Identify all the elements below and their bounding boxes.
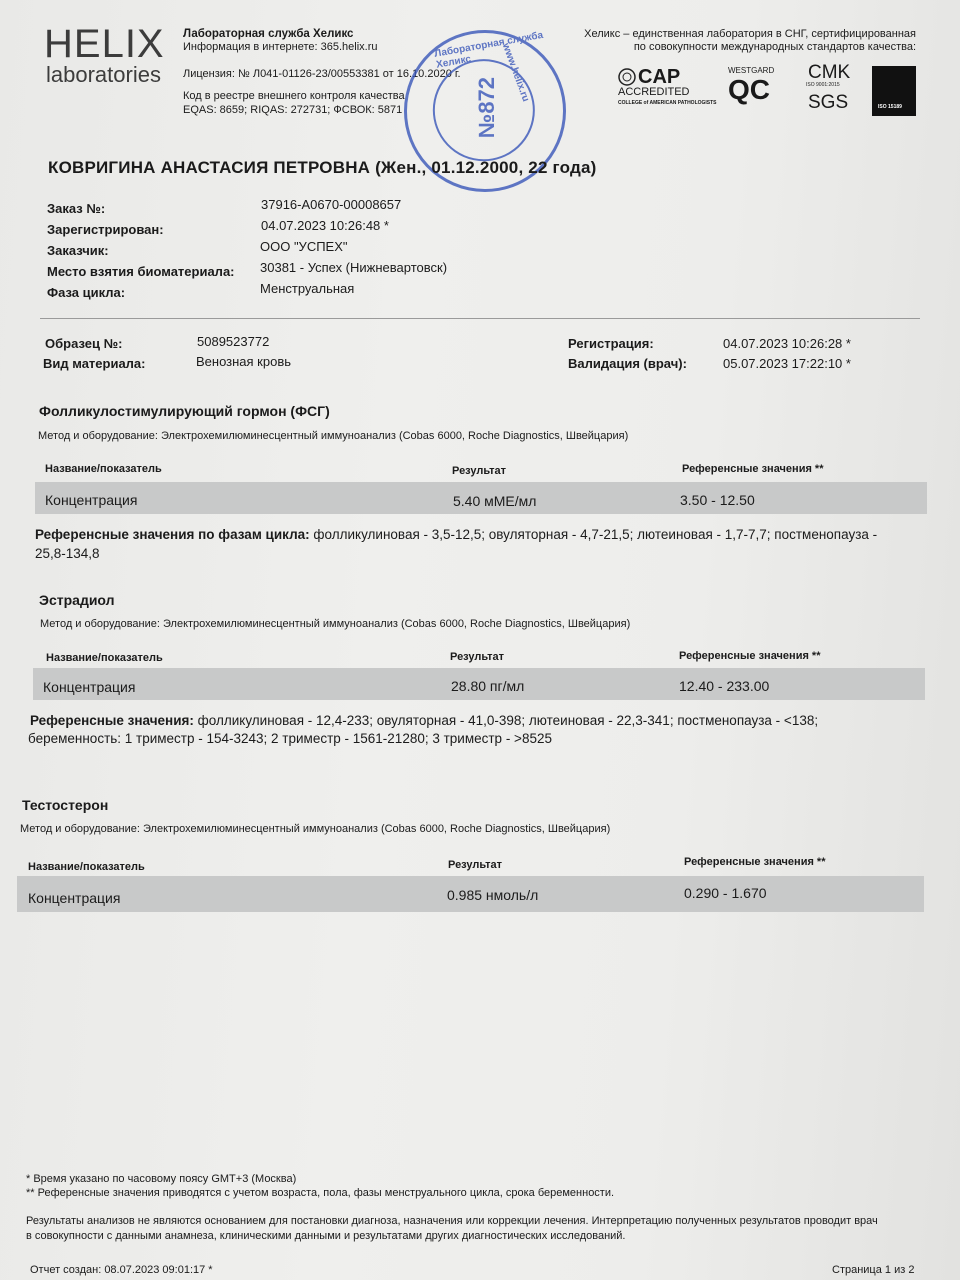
- fsh-col-name: Название/показатель: [45, 463, 162, 475]
- testosterone-param: Концентрация: [28, 890, 121, 906]
- testosterone-col-ref: Референсные значения **: [684, 856, 826, 868]
- location-value: 30381 - Успех (Нижневартовск): [260, 260, 448, 275]
- stamp-number: №872: [474, 76, 500, 139]
- order-value: 37916-A0670-00008657: [261, 197, 402, 212]
- iso9001-text: ISO 9001:2015: [806, 82, 840, 88]
- estradiol-refnote-label: Референсные значения:: [30, 713, 194, 728]
- stamp-text-top: Лабораторная служба Хеликс: [433, 29, 544, 71]
- fsh-ref: 3.50 - 12.50: [680, 492, 755, 508]
- sample-value: 5089523772: [197, 334, 270, 349]
- validation-label: Валидация (врач):: [568, 356, 687, 371]
- westgard-text: WESTGARD: [728, 66, 775, 75]
- fsh-refnote-line2: 25,8-134,8: [35, 546, 100, 561]
- iso15189-badge: [872, 66, 916, 116]
- page-number: Страница 1 из 2: [832, 1264, 915, 1276]
- lab-name: Лабораторная служба Хеликс: [183, 28, 354, 40]
- estradiol-col-result: Результат: [450, 651, 505, 663]
- fsh-result-row: [35, 482, 927, 514]
- registry-code: Код в реестре внешнего контроля качества: [183, 90, 405, 102]
- cap-college: COLLEGE of AMERICAN PATHOLOGISTS: [618, 100, 717, 106]
- testosterone-col-name: Название/показатель: [28, 861, 145, 873]
- divider: [40, 318, 920, 319]
- cycle-phase-value: Менструальная: [260, 281, 355, 296]
- patient-name: КОВРИГИНА АНАСТАСИЯ ПЕТРОВНА (Жен., 01.12.2000, 22 года): [48, 158, 597, 177]
- estradiol-refnote-line2: беременность: 1 триместр - 154-3243; 2 триместр - 1561-21280; 3 триместр - >8525: [28, 731, 552, 746]
- helix-logo: HELIX: [44, 22, 165, 66]
- validation-value: 05.07.2023 17:22:10 *: [723, 356, 851, 371]
- customer-label: Заказчик:: [47, 243, 109, 258]
- sgs-text: SGS: [808, 92, 849, 113]
- testosterone-title: Тестостерон: [22, 797, 109, 813]
- fsh-title: Фолликулостимулирующий гормон (ФСГ): [39, 403, 330, 419]
- estradiol-col-name: Название/показатель: [46, 652, 163, 664]
- fsh-method: Метод и оборудование: Электрохемилюминесцентный иммуноанализ (Cobas 6000, Roche Diagnostics, Швейцария): [38, 430, 629, 442]
- estradiol-result-row: [33, 668, 925, 700]
- fsh-refnote-text: фолликулиновая - 3,5-12,5; овуляторная - 4,7-21,5; лютеиновая - 1,7-7,7; постменопауза -: [313, 527, 878, 542]
- fsh-refnote-line1: [35, 527, 877, 542]
- license: Лицензия: № Л041-01126-23/00553381 от 16.10.2020 г.: [183, 68, 461, 80]
- registered-value: 04.07.2023 10:26:48 *: [261, 218, 389, 233]
- estradiol-col-ref: Референсные значения **: [679, 650, 821, 662]
- cycle-phase-label: Фаза цикла:: [47, 285, 126, 300]
- testosterone-result-row: [17, 876, 924, 912]
- estradiol-refnote-text: фолликулиновая - 12,4-233; овуляторная - 41,0-398; лютеиновая - 22,3-341; постменопауза - <138;: [197, 713, 819, 728]
- fsh-col-result: Результат: [452, 465, 507, 477]
- reference-note: ** Референсные значения приводятся с учетом возраста, пола, фазы менструального цикла, срока беременности.: [26, 1187, 615, 1199]
- registered-label: Зарегистрирован:: [47, 222, 164, 237]
- testosterone-method: Метод и оборудование: Электрохемилюминесцентный иммуноанализ (Cobas 6000, Roche Diagnostics, Швейцария): [20, 823, 611, 835]
- cap-globe-icon: [618, 68, 636, 86]
- estradiol-ref: 12.40 - 233.00: [679, 678, 770, 694]
- material-label: Вид материала:: [43, 356, 146, 371]
- estradiol-method: Метод и оборудование: Электрохемилюминесцентный иммуноанализ (Cobas 6000, Roche Diagnostics, Швейцария): [40, 618, 631, 630]
- disclaimer-line1: Результаты анализов не являются основанием для постановки диагноза, назначения или коррекции лечения. Интерпретацию полученных результатов проводит врач: [26, 1215, 878, 1227]
- registration-value: 04.07.2023 10:26:28 *: [723, 336, 851, 351]
- location-label: Место взятия биоматериала:: [47, 264, 235, 279]
- report-created: Отчет создан: 08.07.2023 09:01:17 *: [30, 1264, 213, 1276]
- estradiol-title: Эстрадиол: [39, 592, 115, 608]
- cmk-text: CMK: [808, 62, 851, 83]
- sample-label: Образец №:: [45, 336, 123, 351]
- estradiol-refnote-line1: [30, 713, 818, 728]
- certification-text-1: Хеликс – единственная лаборатория в СНГ, сертифицированная: [584, 28, 916, 40]
- certification-text-2: по совокупности международных стандартов качества:: [633, 41, 916, 53]
- estradiol-param: Концентрация: [43, 679, 136, 695]
- eqas-codes: EQAS: 8659; RIQAS: 272731; ФСВОК: 5871: [183, 104, 403, 116]
- fsh-param: Концентрация: [45, 492, 138, 508]
- order-label: Заказ №:: [47, 201, 106, 216]
- customer-value: ООО "УСПЕХ": [260, 239, 348, 254]
- laboratories-logo: laboratories: [46, 62, 161, 87]
- fsh-refnote-label: Референсные значения по фазам цикла:: [35, 527, 310, 542]
- registration-label: Регистрация:: [568, 336, 654, 351]
- disclaimer-line2: в совокупности с данными анамнеза, клиническими данными и результатами других диагностических исследований.: [26, 1230, 626, 1242]
- material-value: Венозная кровь: [196, 354, 292, 369]
- testosterone-col-result: Результат: [448, 859, 503, 871]
- fsh-result: 5.40 мМЕ/мл: [453, 493, 537, 509]
- testosterone-ref: 0.290 - 1.670: [684, 885, 767, 901]
- fsh-col-ref: Референсные значения **: [682, 463, 824, 475]
- qc-text: QC: [728, 74, 770, 105]
- cap-text: CAP: [638, 66, 681, 88]
- cap-accredited: ACCREDITED: [618, 86, 690, 98]
- estradiol-result: 28.80 пг/мл: [451, 678, 525, 694]
- testosterone-result: 0.985 нмоль/л: [447, 887, 539, 903]
- lab-website: Информация в интернете: 365.helix.ru: [183, 41, 378, 53]
- iso15189-text: ISO 15189: [878, 104, 902, 110]
- timezone-note: * Время указано по часовому поясу GMT+3 (Москва): [26, 1173, 297, 1185]
- stamp-text-site: www.helix.ru: [499, 41, 532, 104]
